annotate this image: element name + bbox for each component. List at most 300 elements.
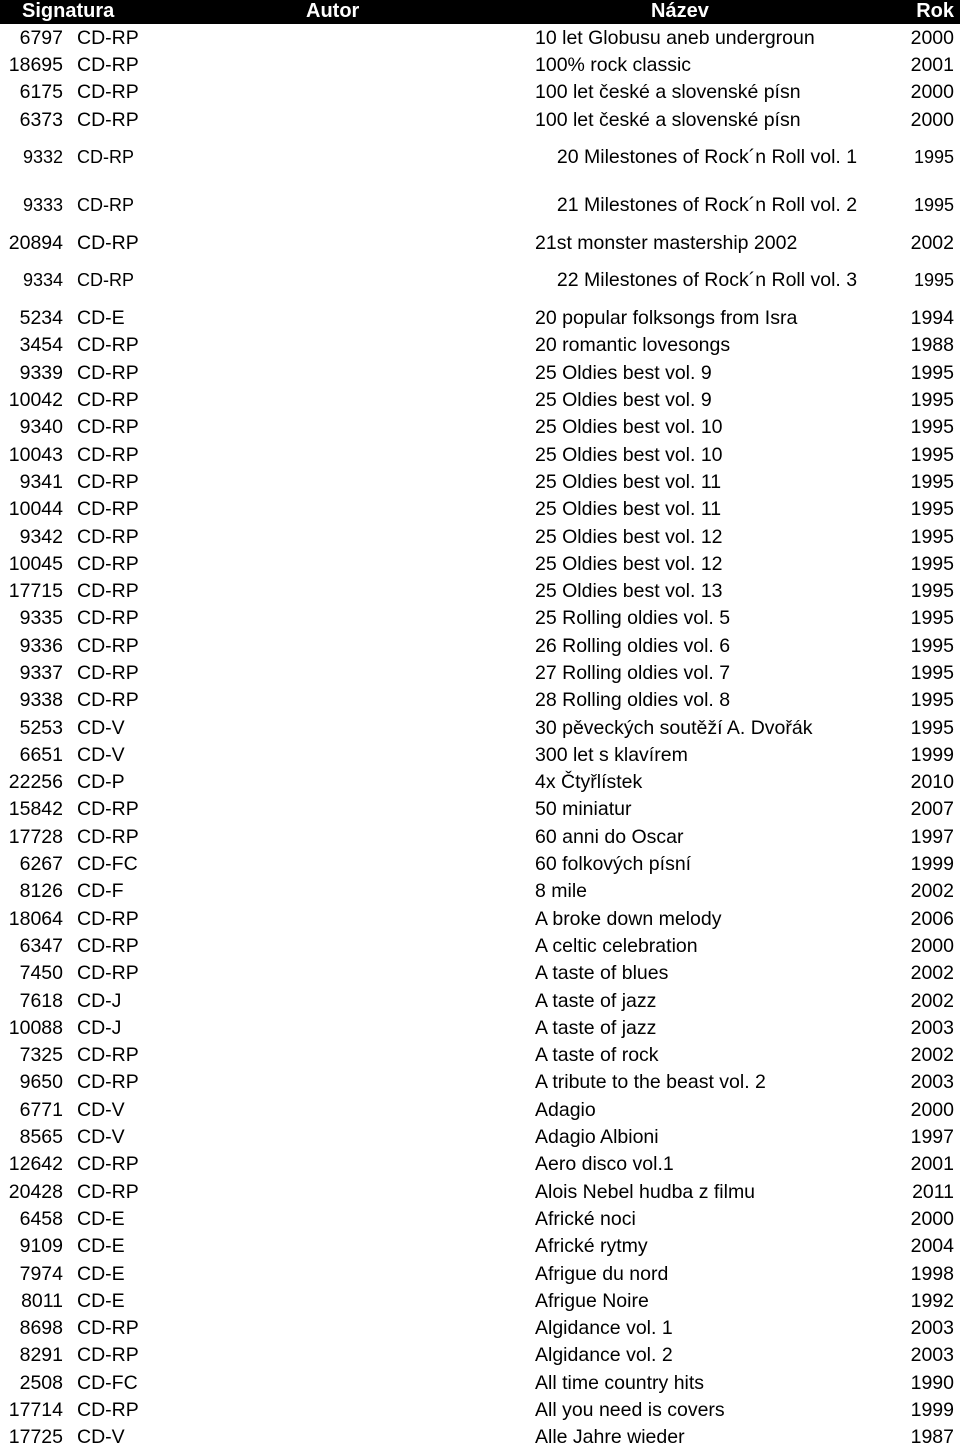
row-type: CD-RP bbox=[77, 661, 139, 684]
row-signatura: 20428 bbox=[8, 1180, 63, 1203]
row-signatura: 8011 bbox=[21, 1289, 63, 1312]
row-type: CD-RP bbox=[77, 1317, 139, 1340]
row-signatura: 9341 bbox=[19, 470, 63, 493]
table-row bbox=[0, 1369, 960, 1396]
table-row bbox=[0, 1014, 960, 1041]
row-type: CD-V bbox=[77, 1126, 125, 1149]
row-signatura: 7974 bbox=[19, 1262, 63, 1285]
row-rok: 1995 bbox=[910, 661, 954, 684]
table-row bbox=[0, 496, 960, 523]
table-row bbox=[0, 605, 960, 632]
row-nazev: 20 Milestones of Rock´n Roll vol. 1 bbox=[556, 146, 858, 169]
table-row bbox=[0, 850, 960, 877]
row-nazev: 25 Oldies best vol. 10 bbox=[535, 416, 723, 439]
row-nazev: A tribute to the beast vol. 2 bbox=[535, 1071, 766, 1094]
row-signatura: 8698 bbox=[19, 1317, 63, 1340]
row-type: CD-RP bbox=[77, 416, 139, 439]
row-rok: 1999 bbox=[910, 1399, 954, 1421]
table-row bbox=[0, 51, 960, 78]
row-nazev: A taste of jazz bbox=[535, 1016, 657, 1039]
row-signatura: 8565 bbox=[19, 1126, 63, 1149]
row-rok: 1992 bbox=[910, 1289, 954, 1312]
row-type: CD-RP bbox=[77, 53, 139, 76]
row-rok: 1997 bbox=[910, 825, 954, 848]
table-row bbox=[0, 632, 960, 659]
row-autor bbox=[167, 932, 519, 959]
row-signatura: 17725 bbox=[8, 1426, 63, 1449]
row-rok: 1995 bbox=[910, 580, 954, 603]
row-signatura: 2508 bbox=[19, 1371, 63, 1394]
row-rok: 1995 bbox=[910, 607, 954, 630]
row-autor bbox=[167, 1287, 519, 1314]
row-rok: 2000 bbox=[910, 81, 954, 104]
row-type: CD-E bbox=[77, 1235, 125, 1258]
row-nazev: 25 Oldies best vol. 13 bbox=[535, 580, 723, 603]
row-signatura: 8126 bbox=[19, 880, 63, 903]
row-nazev: 300 let s klavírem bbox=[535, 743, 688, 766]
row-nazev: A celtic celebration bbox=[535, 934, 698, 957]
row-rok: 1994 bbox=[910, 307, 954, 330]
table-row bbox=[0, 905, 960, 932]
row-signatura: 9335 bbox=[19, 607, 63, 630]
row-nazev: Africké rytmy bbox=[535, 1235, 648, 1258]
row-type: CD-J bbox=[77, 989, 122, 1012]
row-rok: 1995 bbox=[913, 270, 954, 291]
row-signatura: 10045 bbox=[8, 552, 63, 575]
row-signatura: 6797 bbox=[19, 26, 63, 49]
row-nazev: Africké noci bbox=[535, 1207, 636, 1230]
row-autor bbox=[167, 1396, 519, 1423]
row-rok: 2000 bbox=[910, 108, 954, 131]
row-signatura: 17714 bbox=[8, 1399, 63, 1421]
row-autor bbox=[167, 181, 519, 229]
row-autor bbox=[167, 1096, 519, 1123]
row-autor bbox=[167, 769, 519, 796]
row-nazev: 28 Rolling oldies vol. 8 bbox=[535, 689, 731, 712]
row-rok: 1998 bbox=[910, 1262, 954, 1285]
table-row bbox=[0, 386, 960, 413]
row-autor bbox=[167, 605, 519, 632]
row-nazev: 25 Oldies best vol. 9 bbox=[535, 361, 712, 384]
table-row bbox=[0, 1205, 960, 1232]
row-autor bbox=[167, 878, 519, 905]
row-autor bbox=[167, 1069, 519, 1096]
row-signatura: 6458 bbox=[19, 1207, 63, 1230]
row-nazev: 25 Oldies best vol. 12 bbox=[535, 552, 723, 575]
row-rok: 2002 bbox=[910, 231, 954, 254]
row-type: CD-RP bbox=[77, 470, 139, 493]
table-row bbox=[0, 229, 960, 256]
row-autor bbox=[167, 24, 519, 51]
row-type: CD-RP bbox=[77, 231, 139, 254]
row-signatura: 12642 bbox=[8, 1153, 63, 1176]
row-rok: 2002 bbox=[910, 1044, 954, 1067]
row-signatura: 5253 bbox=[19, 716, 63, 739]
row-signatura: 6651 bbox=[19, 743, 63, 766]
row-signatura: 18695 bbox=[8, 53, 63, 76]
row-type: CD-RP bbox=[77, 825, 139, 848]
row-rok: 1999 bbox=[910, 743, 954, 766]
table-row bbox=[0, 468, 960, 495]
row-rok: 1997 bbox=[910, 1126, 954, 1149]
row-rok: 1995 bbox=[910, 470, 954, 493]
row-signatura: 15842 bbox=[8, 798, 63, 821]
row-nazev: 60 folkových písní bbox=[535, 853, 692, 876]
row-nazev: 4x Čtyřlístek bbox=[535, 771, 643, 794]
table-row bbox=[0, 1096, 960, 1123]
row-type: CD-F bbox=[77, 880, 124, 903]
row-autor bbox=[167, 1178, 519, 1205]
table-row bbox=[0, 359, 960, 386]
row-autor bbox=[167, 796, 519, 823]
row-rok: 1988 bbox=[910, 334, 954, 357]
row-nazev: 25 Oldies best vol. 10 bbox=[535, 443, 723, 466]
row-rok: 1995 bbox=[910, 634, 954, 657]
row-autor bbox=[167, 1123, 519, 1150]
row-signatura: 8291 bbox=[19, 1344, 63, 1367]
row-type: CD-FC bbox=[77, 1371, 138, 1394]
row-type: CD-RP bbox=[77, 1180, 139, 1203]
row-autor bbox=[167, 496, 519, 523]
row-nazev: 25 Rolling oldies vol. 5 bbox=[535, 607, 731, 630]
row-autor bbox=[167, 905, 519, 932]
table-row bbox=[0, 133, 960, 181]
table-row bbox=[0, 304, 960, 331]
row-rok: 2000 bbox=[910, 1098, 954, 1121]
row-autor bbox=[167, 441, 519, 468]
row-rok: 1999 bbox=[910, 853, 954, 876]
table-row bbox=[0, 523, 960, 550]
row-autor bbox=[167, 256, 519, 304]
table-row bbox=[0, 987, 960, 1014]
catalog-table bbox=[0, 24, 960, 1451]
table-row bbox=[0, 932, 960, 959]
row-autor bbox=[167, 1014, 519, 1041]
row-nazev: 25 Oldies best vol. 11 bbox=[535, 498, 722, 521]
table-row bbox=[0, 796, 960, 823]
table-row bbox=[0, 1069, 960, 1096]
row-type: CD-FC bbox=[77, 853, 138, 876]
table-row bbox=[0, 1424, 960, 1451]
header-autor: Autor bbox=[306, 0, 360, 22]
row-type: CD-RP bbox=[77, 525, 139, 548]
table-row bbox=[0, 550, 960, 577]
table-row bbox=[0, 1233, 960, 1260]
row-nazev: A broke down melody bbox=[535, 907, 722, 930]
row-autor bbox=[167, 714, 519, 741]
row-nazev: A taste of jazz bbox=[535, 989, 657, 1012]
row-autor bbox=[167, 1314, 519, 1341]
row-type: CD-RP bbox=[77, 334, 139, 357]
row-signatura: 9334 bbox=[22, 270, 63, 291]
table-row bbox=[0, 823, 960, 850]
row-type: CD-RP bbox=[77, 361, 139, 384]
row-nazev: Afrigue du nord bbox=[535, 1262, 669, 1285]
row-signatura: 10088 bbox=[8, 1016, 63, 1039]
row-nazev: 21st monster mastership 2002 bbox=[535, 231, 798, 254]
row-type: CD-E bbox=[77, 1289, 125, 1312]
row-autor bbox=[167, 850, 519, 877]
row-type: CD-RP bbox=[77, 1071, 139, 1094]
row-type: CD-E bbox=[77, 1207, 125, 1230]
row-nazev: 25 Oldies best vol. 12 bbox=[535, 525, 723, 548]
row-nazev: 50 miniatur bbox=[535, 798, 632, 821]
row-nazev: 20 popular folksongs from Isra bbox=[535, 307, 798, 330]
row-rok: 2004 bbox=[910, 1235, 954, 1258]
row-type: CD-RP bbox=[77, 798, 139, 821]
table-row bbox=[0, 687, 960, 714]
row-nazev: Alle Jahre wieder bbox=[535, 1426, 685, 1449]
row-type: CD-RP bbox=[77, 26, 139, 49]
row-autor bbox=[167, 659, 519, 686]
row-autor bbox=[167, 632, 519, 659]
row-signatura: 10044 bbox=[8, 498, 63, 521]
row-autor bbox=[167, 51, 519, 78]
table-row bbox=[0, 256, 960, 304]
row-nazev: Afrigue Noire bbox=[535, 1289, 649, 1312]
row-type: CD-V bbox=[77, 716, 125, 739]
row-type: CD-RP bbox=[77, 498, 139, 521]
row-rok: 1990 bbox=[910, 1371, 954, 1394]
table-row bbox=[0, 1042, 960, 1069]
row-autor bbox=[167, 359, 519, 386]
row-signatura: 17728 bbox=[8, 825, 63, 848]
row-signatura: 6771 bbox=[19, 1098, 63, 1121]
row-autor bbox=[167, 523, 519, 550]
table-row bbox=[0, 659, 960, 686]
row-rok: 2001 bbox=[910, 1153, 954, 1176]
row-type: CD-J bbox=[77, 1016, 122, 1039]
table-row bbox=[0, 1178, 960, 1205]
row-nazev: 21 Milestones of Rock´n Roll vol. 2 bbox=[556, 194, 858, 217]
row-type: CD-V bbox=[77, 743, 125, 766]
row-signatura: 6175 bbox=[19, 81, 63, 104]
row-type: CD-V bbox=[77, 1098, 125, 1121]
row-nazev: All you need is covers bbox=[535, 1399, 725, 1421]
row-signatura: 10043 bbox=[8, 443, 63, 466]
row-rok: 2000 bbox=[910, 26, 954, 49]
row-autor bbox=[167, 1342, 519, 1369]
row-autor bbox=[167, 550, 519, 577]
row-rok: 2003 bbox=[910, 1317, 954, 1340]
row-signatura: 3454 bbox=[19, 334, 63, 357]
row-nazev: 22 Milestones of Rock´n Roll vol. 3 bbox=[556, 269, 858, 292]
row-signatura: 9338 bbox=[19, 689, 63, 712]
header-rok: Rok bbox=[916, 0, 954, 22]
table-row bbox=[0, 106, 960, 133]
row-rok: 2002 bbox=[910, 989, 954, 1012]
row-autor bbox=[167, 332, 519, 359]
table-row bbox=[0, 332, 960, 359]
table-row bbox=[0, 441, 960, 468]
row-nazev: Algidance vol. 2 bbox=[535, 1344, 673, 1367]
row-signatura: 5234 bbox=[19, 307, 63, 330]
row-signatura: 9336 bbox=[19, 634, 63, 657]
row-nazev: 100% rock classic bbox=[535, 53, 692, 76]
row-signatura: 9650 bbox=[19, 1071, 63, 1094]
row-type: CD-RP bbox=[77, 607, 139, 630]
row-type: CD-RP bbox=[77, 147, 134, 168]
row-autor bbox=[167, 79, 519, 106]
row-autor bbox=[167, 304, 519, 331]
row-autor bbox=[167, 687, 519, 714]
row-nazev: 100 let české a slovenské písn bbox=[535, 108, 801, 131]
table-row bbox=[0, 1314, 960, 1341]
row-signatura: 9342 bbox=[19, 525, 63, 548]
row-signatura: 6347 bbox=[19, 934, 63, 957]
table-row bbox=[0, 577, 960, 604]
row-rok: 2011 bbox=[912, 1180, 954, 1203]
header-nazev: Název bbox=[651, 0, 709, 22]
row-rok: 2006 bbox=[910, 907, 954, 930]
row-rok: 1995 bbox=[910, 389, 954, 412]
row-rok: 2000 bbox=[910, 1207, 954, 1230]
row-type: CD-E bbox=[77, 1262, 125, 1285]
row-type: CD-RP bbox=[77, 1153, 139, 1176]
row-nazev: Alois Nebel hudba z filmu bbox=[535, 1180, 756, 1203]
row-type: CD-RP bbox=[77, 1399, 139, 1421]
row-autor bbox=[167, 1424, 519, 1451]
row-autor bbox=[167, 229, 519, 256]
row-autor bbox=[167, 468, 519, 495]
row-nazev: 30 pěveckých soutěží A. Dvořák bbox=[535, 716, 813, 739]
row-nazev: 20 romantic lovesongs bbox=[535, 334, 731, 357]
row-type: CD-RP bbox=[77, 689, 139, 712]
row-autor bbox=[167, 133, 519, 181]
row-signatura: 10042 bbox=[8, 389, 63, 412]
row-rok: 2003 bbox=[910, 1071, 954, 1094]
row-signatura: 7450 bbox=[19, 962, 63, 985]
row-rok: 1987 bbox=[910, 1426, 954, 1449]
table-row bbox=[0, 24, 960, 51]
row-rok: 2001 bbox=[910, 53, 954, 76]
row-nazev: 100 let české a slovenské písn bbox=[535, 81, 801, 104]
row-autor bbox=[167, 960, 519, 987]
row-rok: 1995 bbox=[910, 552, 954, 575]
row-autor bbox=[167, 414, 519, 441]
row-nazev: Algidance vol. 1 bbox=[535, 1317, 673, 1340]
row-rok: 2007 bbox=[910, 798, 954, 821]
row-autor bbox=[167, 1260, 519, 1287]
row-signatura: 9332 bbox=[22, 147, 63, 168]
row-type: CD-RP bbox=[77, 108, 139, 131]
row-nazev: A taste of rock bbox=[535, 1044, 659, 1067]
row-type: CD-RP bbox=[77, 1044, 139, 1067]
row-nazev: Adagio Albioni bbox=[535, 1126, 659, 1149]
row-autor bbox=[167, 741, 519, 768]
catalog-rows bbox=[0, 24, 960, 1451]
row-nazev: 26 Rolling oldies vol. 6 bbox=[535, 634, 731, 657]
table-row bbox=[0, 960, 960, 987]
row-autor bbox=[167, 106, 519, 133]
row-rok: 1995 bbox=[913, 147, 954, 168]
row-autor bbox=[167, 1205, 519, 1232]
row-type: CD-E bbox=[77, 307, 125, 330]
row-rok: 2003 bbox=[910, 1344, 954, 1367]
row-type: CD-P bbox=[77, 771, 125, 794]
row-signatura: 18064 bbox=[8, 907, 63, 930]
row-rok: 1995 bbox=[910, 361, 954, 384]
row-nazev: 25 Oldies best vol. 11 bbox=[535, 470, 722, 493]
row-rok: 2002 bbox=[910, 880, 954, 903]
table-header bbox=[0, 0, 960, 24]
table-row bbox=[0, 1123, 960, 1150]
row-type: CD-RP bbox=[77, 634, 139, 657]
table-row bbox=[0, 181, 960, 229]
row-autor bbox=[167, 577, 519, 604]
row-nazev: 27 Rolling oldies vol. 7 bbox=[535, 661, 731, 684]
row-nazev: Adagio bbox=[535, 1098, 596, 1121]
row-rok: 1995 bbox=[910, 716, 954, 739]
row-autor bbox=[167, 386, 519, 413]
row-signatura: 9337 bbox=[19, 661, 63, 684]
row-nazev: 25 Oldies best vol. 9 bbox=[535, 389, 712, 412]
row-type: CD-RP bbox=[77, 580, 139, 603]
row-nazev: Aero disco vol.1 bbox=[535, 1153, 674, 1176]
row-signatura: 22256 bbox=[8, 771, 63, 794]
header-signatura: Signatura bbox=[22, 0, 115, 22]
row-signatura: 20894 bbox=[8, 231, 63, 254]
row-autor bbox=[167, 1151, 519, 1178]
table-row bbox=[0, 714, 960, 741]
table-row bbox=[0, 79, 960, 106]
row-signatura: 9339 bbox=[19, 361, 63, 384]
row-type: CD-RP bbox=[77, 81, 139, 104]
row-signatura: 6267 bbox=[19, 853, 63, 876]
row-autor bbox=[167, 987, 519, 1014]
row-autor bbox=[167, 1233, 519, 1260]
row-type: CD-RP bbox=[77, 270, 134, 291]
row-nazev: 8 mile bbox=[535, 880, 588, 903]
table-row bbox=[0, 878, 960, 905]
row-nazev: All time country hits bbox=[535, 1371, 705, 1394]
table-row bbox=[0, 414, 960, 441]
table-row bbox=[0, 741, 960, 768]
row-type: CD-RP bbox=[77, 195, 134, 216]
row-signatura: 9109 bbox=[19, 1235, 63, 1258]
row-type: CD-RP bbox=[77, 389, 139, 412]
row-rok: 2002 bbox=[910, 962, 954, 985]
row-nazev: 10 let Globusu aneb undergroun bbox=[535, 26, 815, 49]
row-autor bbox=[167, 1042, 519, 1069]
row-rok: 1995 bbox=[913, 195, 954, 216]
table-row bbox=[0, 1287, 960, 1314]
row-signatura: 17715 bbox=[8, 580, 63, 603]
row-rok: 1995 bbox=[910, 525, 954, 548]
row-type: CD-RP bbox=[77, 1344, 139, 1367]
table-row bbox=[0, 1151, 960, 1178]
row-rok: 1995 bbox=[910, 689, 954, 712]
row-rok: 2010 bbox=[910, 771, 954, 794]
row-rok: 1995 bbox=[910, 443, 954, 466]
row-type: CD-RP bbox=[77, 934, 139, 957]
row-signatura: 6373 bbox=[19, 108, 63, 131]
row-signatura: 7618 bbox=[19, 989, 63, 1012]
row-autor bbox=[167, 1369, 519, 1396]
row-type: CD-RP bbox=[77, 443, 139, 466]
row-signatura: 9333 bbox=[22, 195, 63, 216]
row-signatura: 9340 bbox=[19, 416, 63, 439]
row-rok: 2000 bbox=[910, 934, 954, 957]
row-rok: 1995 bbox=[910, 416, 954, 439]
row-rok: 1995 bbox=[910, 498, 954, 521]
row-type: CD-RP bbox=[77, 962, 139, 985]
table-row bbox=[0, 1260, 960, 1287]
table-row bbox=[0, 769, 960, 796]
row-type: CD-RP bbox=[77, 552, 139, 575]
row-type: CD-RP bbox=[77, 907, 139, 930]
row-type: CD-V bbox=[77, 1426, 125, 1449]
